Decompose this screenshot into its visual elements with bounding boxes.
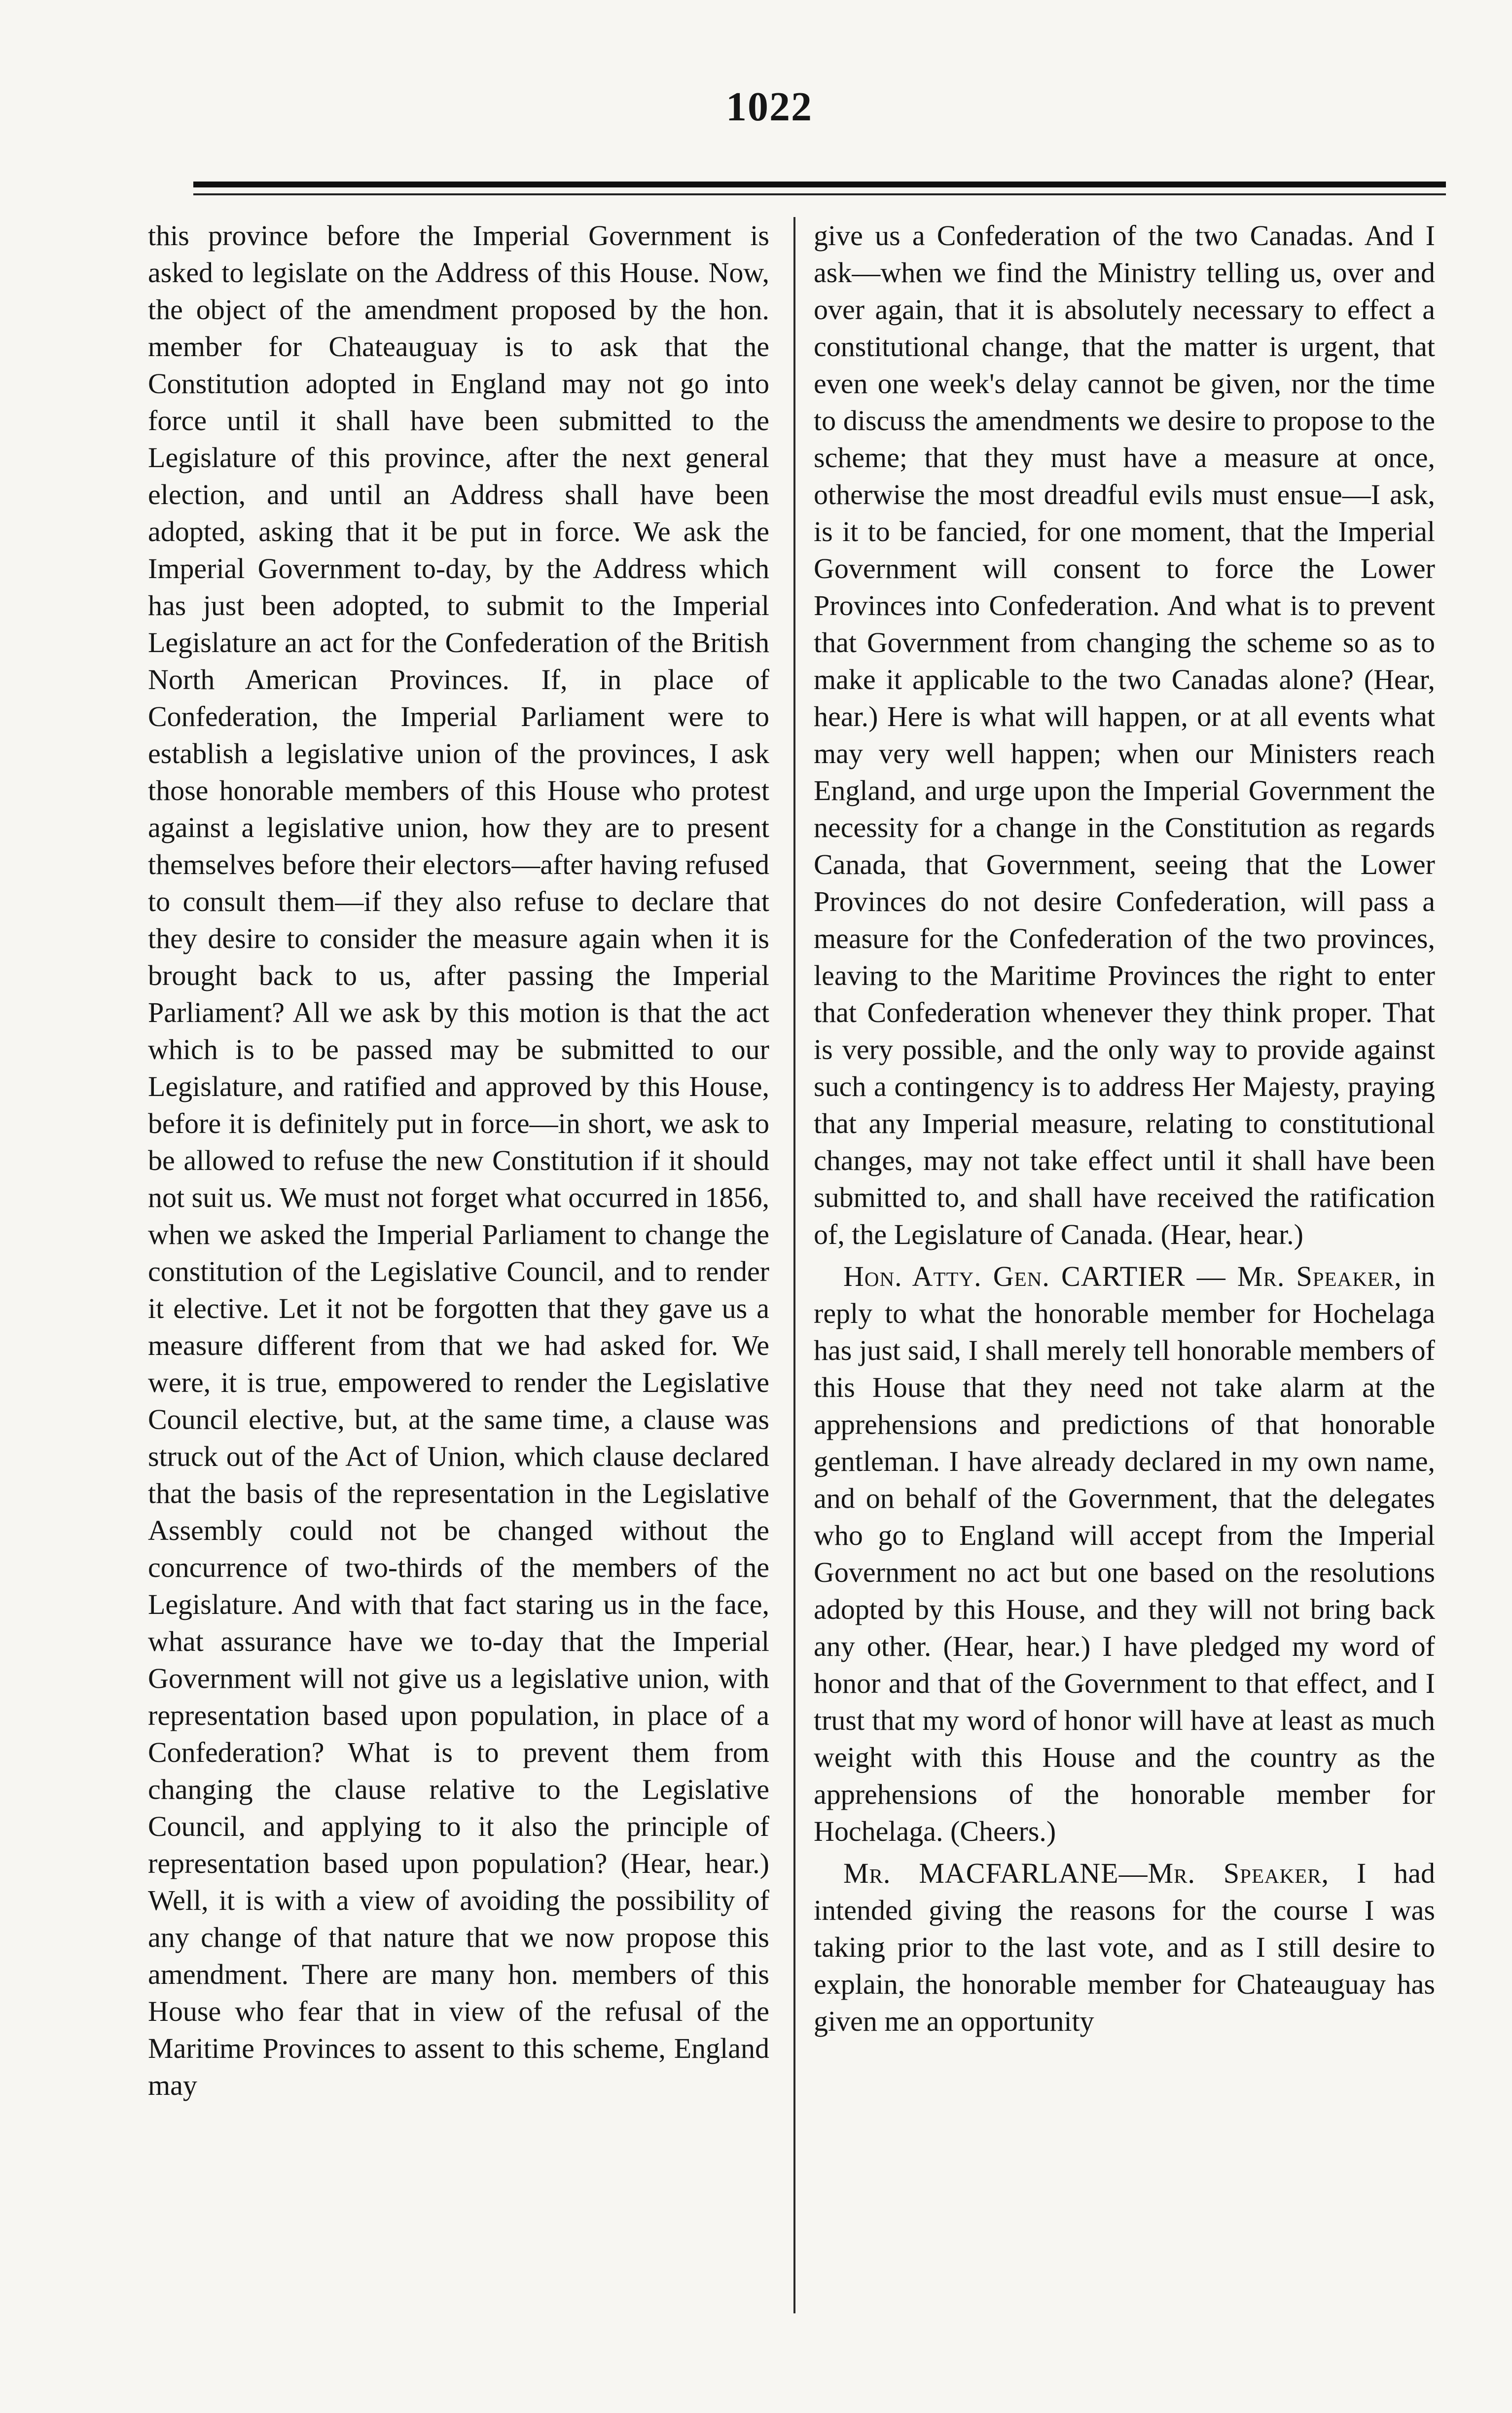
speaker-cartier: Hon. Atty. Gen. CARTIER — Mr. Speaker,	[843, 1260, 1402, 1292]
cartier-speech-text: in reply to what the honorable member for Hochelaga has just said, I shall merely tell honorable members of this House that they need not take alarm at the apprehensions and predictions of that honorable gentleman. I have already declared in my own name, and on behalf of the Government, that the delegates who go to England will accept from the Imperial Government no act but one based on the resolutions adopted by this House, and they will not bring back any other. (Hear, hear.) I have pledged my word of honor and that of the Government to that effect, and I trust that my word of honor will have at least as much weight with this House and the country as the apprehensions of the honorable member for Hochelaga. (Cheers.)	[814, 1260, 1435, 1847]
right-paragraph-1: give us a Confederation of the two Canadas. And I ask—when we find the Ministry telling us, over and over again, that it is absolutely necessary to effect a constitutional change, that the matter is urgent, that even one week's delay cannot be given, nor the time to discuss the amendments we desire to propose to the scheme; that they must have a measure at once, otherwise the most dreadful evils must ensue—I ask, is it to be fancied, for one moment, that the Imperial Government will consent to force the Lower Provinces into Confederation. And what is to prevent that Government from changing the scheme so as to make it applicable to the two Canadas alone? (Hear, hear.) Here is what will happen, or at all events what may very well happen; when our Ministers reach England, and urge upon the Imperial Government the necessity for a change in the Constitution as regards Canada, that Government, seeing that the Lower Provinces do not desire Confederation, will pass a measure for the Confederation of the two provinces, leaving to the Maritime Provinces the right to enter that Confederation whenever they think proper. That is very possible, and the only way to provide against such a contingency is to address Her Majesty, praying that any Imperial measure, relating to constitutional changes, may not take effect until it shall have been submitted to, and shall have received the ratification of, the Legislature of Canada. (Hear, hear.)	[814, 219, 1435, 1250]
left-paragraph-1: this province before the Imperial Government is asked to legislate on the Address of this House. Now, the object of the amendment proposed by the hon. member for Chateauguay is to ask that the Constitution adopted in England may not go into force until it shall have been submitted to the Legislature of this province, after the next general election, and until an Address shall have been adopted, asking that it be put in force. We ask the Imperial Government to-day, by the Address which has just been adopted, to submit to the Imperial Legislature an act for the Confederation of the British North American Provinces. If, in place of Confederation, the Imperial Parliament were to establish a legislative union of the provinces, I ask those honorable members of this House who protest against a legislative union, how they are to present themselves before their electors—after having refused to consult them—if they also refuse to declare that they desire to consider the measure again when it is brought back to us, after passing the Imperial Parliament? All we ask by this motion is that the act which is to be passed may be submitted to our Legislature, and ratified and approved by this House, before it is definitely put in force—in short, we ask to be allowed to refuse the new Constitution if it should not suit us. We must not forget what occurred in 1856, when we asked the Imperial Parliament to change the constitution of the Legislative Council, and to render it elective. Let it not be forgotten that they gave us a measure different from that we had asked for. We were, it is true, empowered to render the Legislative Council elective, but, at the same time, a clause was struck out of the Act of Union, which clause declared that the basis of the representation in the Legislative Assembly could not be changed without the concurrence of two-thirds of the members of the Legislature. And with that fact staring us in the face, what assurance have we to-day that the Imperial Government will not give us a legislative union, with representation based upon population, in place of a Confederation? What is to prevent them from changing the clause relative to the Legislative Council, and applying to it also the principle of representation based upon population? (Hear, hear.) Well, it is with a view of avoiding the possibility of any change of that nature that we now propose this amendment. There are many hon. members of this House who fear that in view of the refusal of the Maritime Provinces to assent to this scheme, England may	[148, 219, 769, 2101]
column-divider	[793, 217, 795, 2313]
header-rule-thick	[193, 182, 1446, 187]
header-rule-thin	[193, 193, 1446, 195]
cartier-speech	[814, 1258, 1435, 1850]
speaker-macfarlane: Mr. MACFARLANE—Mr. Speaker,	[843, 1857, 1330, 1889]
macfarlane-speech-text: I had intended giving the reasons for the course I was taking prior to the last vote, and as I still desire to explain, the honorable member for Chateauguay has given me an opportunity	[814, 1857, 1435, 2037]
page-number: 1022	[726, 84, 813, 130]
left-column	[148, 217, 769, 2313]
macfarlane-speech	[814, 1855, 1435, 2040]
right-column	[814, 217, 1435, 2313]
